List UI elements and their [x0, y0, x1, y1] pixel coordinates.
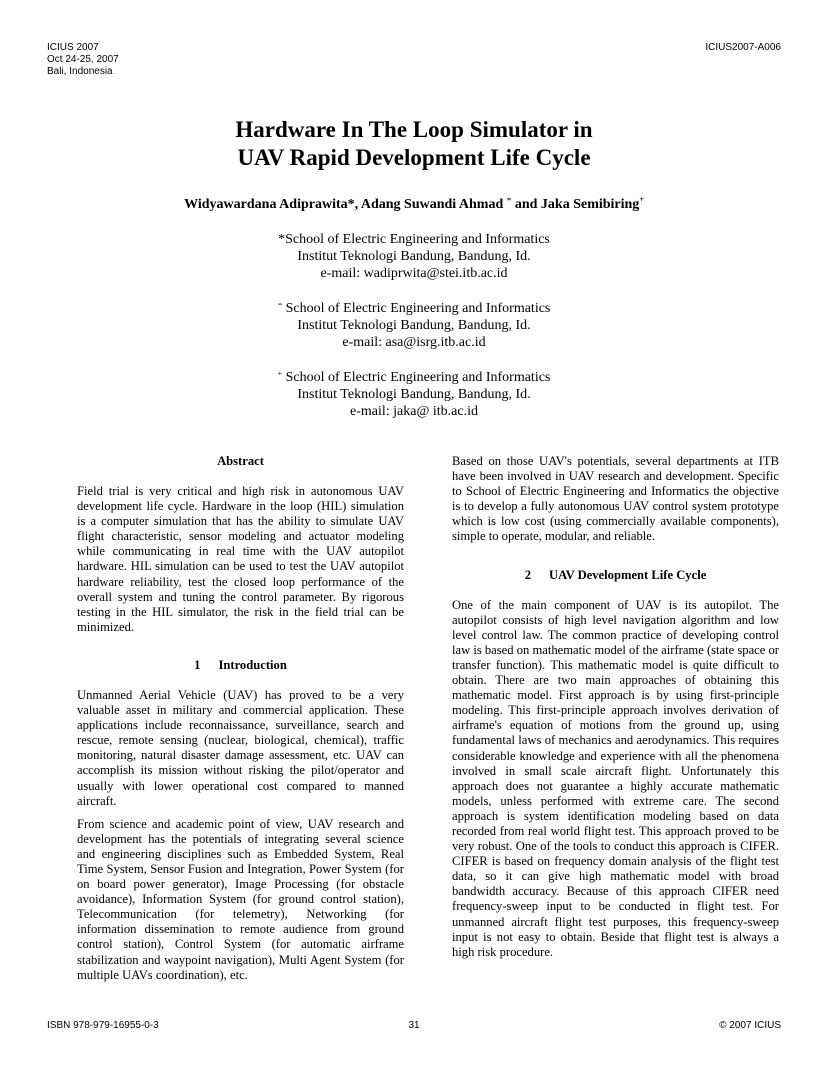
author-3-mark: +	[639, 195, 644, 204]
left-column	[77, 454, 404, 983]
affiliation-school: School of Electric Engineering and Informatics	[282, 370, 551, 385]
affiliation-institute: Institut Teknologi Bandung, Bandung, Id.	[297, 387, 531, 402]
footer-page-number: 31	[408, 1020, 420, 1031]
affiliation-school: School of Electric Engineering and Informatics	[285, 232, 550, 247]
running-header-left	[47, 42, 119, 78]
affiliation-email: e-mail: asa@isrg.itb.ac.id	[342, 335, 486, 350]
section-number: 2	[524, 567, 531, 582]
author-separator: ,	[354, 197, 361, 212]
intro-paragraph-2: From science and academic point of view, UAV research and development has the potentials of integrating several science and engineering disciplines such as Embedded System, Real Time System, Sensor Fusion and Integration, Power System (for on board power generator), Image Processing (for obstacle avoidance), Information System (for ground control station), Telecommunication (for telemetry), Networking (for information dissemination to remote audience from ground control station), Control System (for automatic airframe stabilization and waypoint navigation), Multi Agent System (for multiple UAVs coordination), etc.	[77, 816, 404, 982]
abstract-text: Field trial is very critical and high risk in autonomous UAV development life cycle. Hardware in the loop (HIL) simulation is a computer simulation that has the ability to simulate UAV flight characteristic, sensor modeling and actuator modeling while communicating in real time with the UAV autopilot hardware. HIL simulation can be used to test the UAV autopilot hardware reliability, test the closed loop performance of the overall system and tuning the control parameter. By rigorous testing in the HIL simulator, the risk in the field trial can be minimized.	[77, 484, 404, 634]
section-2-heading	[452, 568, 779, 583]
affiliation-2	[0, 300, 828, 351]
section-1-heading	[77, 658, 404, 673]
author-separator-and: and	[511, 197, 541, 212]
affiliation-mark: =	[277, 300, 283, 309]
author-list	[0, 196, 828, 213]
intro-paragraph-1: Unmanned Aerial Vehicle (UAV) has proved to be a very valuable asset in military and commercial application. These applications include reconnaissance, surveillance, search and rescue, remote sensing (nuclear, biological, chemical), traffic monitoring, natural disaster damage assessment, etc. UAV can accomplish its mission without risking the pilot/operator and usually with lower operational cost compared to manned aircraft.	[77, 687, 404, 808]
affiliation-email: e-mail: wadiprwita@stei.itb.ac.id	[320, 266, 508, 281]
affiliation-mark: +	[277, 369, 283, 378]
affiliation-1	[0, 231, 828, 282]
conference-name: ICIUS 2007	[47, 42, 99, 53]
affiliation-mark: *	[278, 232, 286, 247]
author-2-mark: =	[506, 195, 512, 204]
section-2-paragraph-1: One of the main component of UAV is its autopilot. The autopilot consists of high level navigation algorithm and low level control law. The common practice of developing control law is based on mathematic model of the airframe (state space or transfer function). This mathematic model is quite difficult to obtain. There are two main approaches of obtaining this mathematic model. First approach is by using first-principle modeling. This first-principle approach involves derivation of airframe's equation of motions from the ground up, using fundamental laws of mechanics and aerodynamics. This requires considerable knowledge and experience with all the phenomena involved in small scale aircraft flight. Unfortunately this approach does not guarantee a highly accurate mathematic models, unless performed with extreme care. The second approach is system identification modeling based on data recorded from real world flight test. This approach proved to be very robust. One of the tools to conduct this approach is CIFER. CIFER is based on frequency domain analysis of the flight test data, so it can give high mathematic model with broad bandwidth accuracy. Because of this approach CIFER need frequency-sweep input to be conducted in flight test. For unmanned aircraft flight test purposes, this frequency-sweep input is not easy to obtain. Beside that flight test is always a high risk procedure.	[452, 597, 779, 959]
footer-isbn: ISBN 978-979-16955-0-3	[47, 1020, 159, 1031]
section-title: Introduction	[218, 657, 287, 672]
affiliation-3	[0, 369, 828, 420]
intro-paragraph-3: Based on those UAV's potentials, several departments at ITB have been involved in UAV research and development. Specific to School of Electric Engineering and Informatics the objective is to develop a fully autonomous UAV control system prototype which is low cost (using commercially available components), simple to operate, modular, and reliable.	[452, 454, 779, 544]
affiliation-school: School of Electric Engineering and Informatics	[282, 301, 551, 316]
affiliation-email: e-mail: jaka@ itb.ac.id	[350, 404, 478, 419]
affiliation-institute: Institut Teknologi Bandung, Bandung, Id.	[297, 318, 531, 333]
title-line-1: Hardware In The Loop Simulator in	[235, 117, 593, 142]
right-column	[452, 454, 779, 960]
paper-id: ICIUS2007-A006	[705, 42, 781, 53]
section-number: 1	[194, 657, 201, 672]
affiliation-institute: Institut Teknologi Bandung, Bandung, Id.	[297, 249, 531, 264]
paper-title	[0, 116, 828, 172]
conference-location: Bali, Indonesia	[47, 66, 113, 77]
author-3: Jaka Semibiring	[540, 197, 640, 212]
footer-copyright: © 2007 ICIUS	[719, 1020, 781, 1031]
section-title: UAV Development Life Cycle	[549, 567, 707, 582]
abstract-heading: Abstract	[217, 454, 264, 468]
author-1: Widyawardana Adiprawita*	[184, 197, 355, 212]
conference-dates: Oct 24-25, 2007	[47, 54, 119, 65]
title-line-2: UAV Rapid Development Life Cycle	[237, 145, 591, 170]
author-2: Adang Suwandi Ahmad	[360, 197, 504, 212]
